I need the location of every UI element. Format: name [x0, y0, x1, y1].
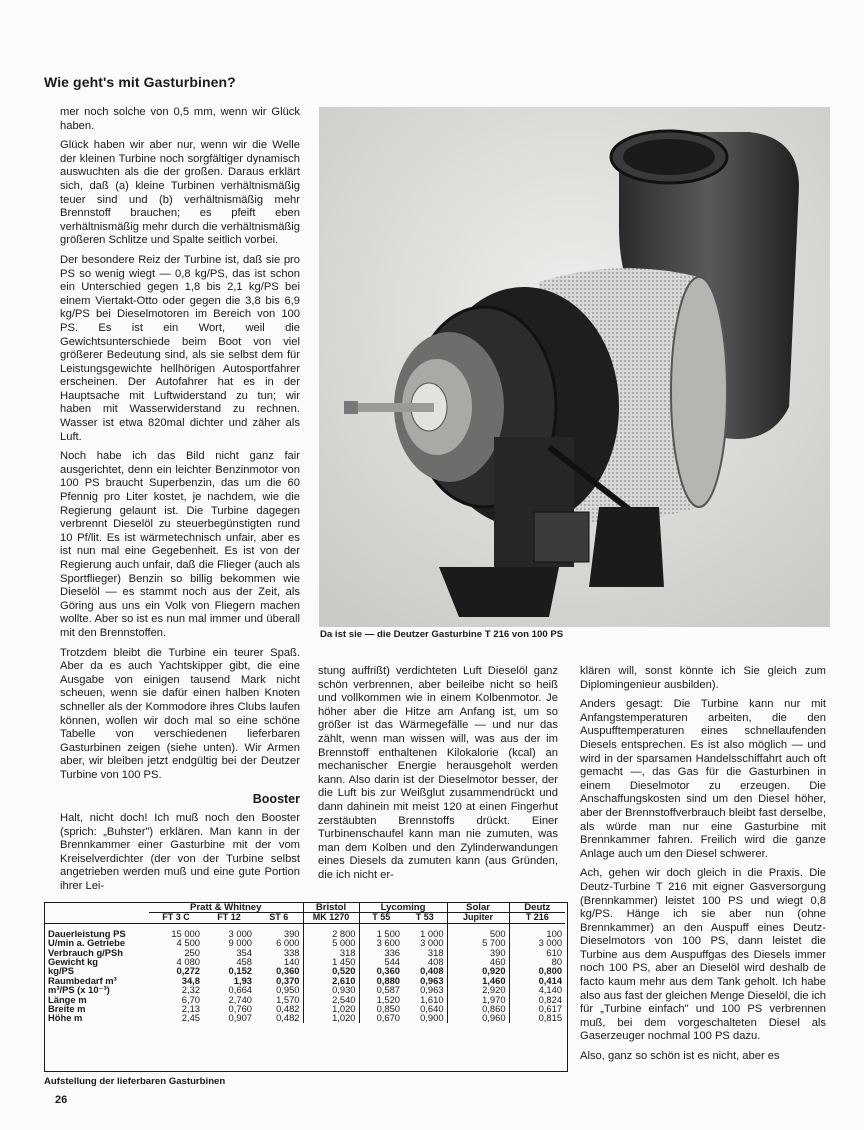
- table-cell: 0,920: [447, 966, 509, 975]
- table-cell: 2 800: [303, 929, 359, 938]
- table-row: [45, 948, 565, 957]
- table-cell: 0,960: [447, 1013, 509, 1022]
- row-label: Gewicht kg: [48, 956, 99, 968]
- table-cell: 0,860: [447, 1004, 509, 1013]
- text-column-2: [318, 665, 558, 889]
- section-heading-booster: Booster: [252, 791, 300, 806]
- table-cell: 1 450: [303, 957, 359, 966]
- table-cell: 338: [283, 946, 300, 958]
- table-cell: 2,920: [447, 985, 509, 994]
- table-cell: 0,950: [276, 984, 300, 996]
- table-cell: 460: [447, 957, 509, 966]
- table-row: [45, 1013, 565, 1022]
- table-cell: 458: [236, 956, 252, 968]
- row-label: kg/PS: [48, 965, 75, 977]
- gas-turbine-photo: [319, 107, 830, 627]
- table-cell: 2,740: [228, 993, 252, 1005]
- table-cell: 3 600: [359, 938, 403, 947]
- text-column-1: [60, 106, 300, 900]
- table-cell: 4 080: [176, 956, 200, 968]
- table-cell: 0,482: [276, 1012, 300, 1024]
- table-cell: 390: [283, 927, 300, 939]
- table-cell: 4 500: [176, 937, 200, 949]
- table-cell: 9 000: [228, 937, 252, 949]
- table-cell: 1,93: [233, 974, 252, 986]
- table-cell: 0,963: [420, 984, 444, 996]
- table-cell: 0,907: [228, 1012, 252, 1024]
- table-row: [45, 938, 565, 947]
- row-label: Höhe m: [48, 1012, 83, 1024]
- manufacturer-header: Bristol: [303, 903, 359, 913]
- table-cell: 100: [509, 929, 565, 938]
- table-cell: 0,482: [276, 1003, 300, 1015]
- figure-caption: Da ist sie — die Deutzer Gasturbine T 216 von 100 PS: [320, 629, 564, 640]
- table-cell: 0,824: [509, 995, 565, 1004]
- text-column-3: [580, 665, 826, 1070]
- table-cell: 0,670: [359, 1013, 403, 1022]
- table-cell: 2,32: [181, 984, 200, 996]
- table-cell: 0,880: [359, 976, 403, 985]
- table-cell: 6,70: [181, 993, 200, 1005]
- table-cell: 0,272: [176, 965, 200, 977]
- table-cell: 1,570: [276, 993, 300, 1005]
- model-header: T 216: [509, 913, 565, 923]
- table-cell: 4,140: [509, 985, 565, 994]
- table-cell: 1,970: [447, 995, 509, 1004]
- paragraph: Glück haben wir aber nur, wenn wir die Welle der kleinen Turbine noch sorgfältiger dynamisch auswuchten als die der großen. Daraus erklärt sich, daß (a) kleine Turbinen verhältnismäßig teuer sind und (b) verhältnismäßig mehr Brennstoff brauchen; es pfeift eben verhältnismäßig mehr durch die verhältnismäßig größeren Schlitze und Spalte seitlich vorbei.: [60, 139, 300, 247]
- table-cell: 0,850: [359, 1004, 403, 1013]
- table-cell: 1,520: [359, 995, 403, 1004]
- table-cell: 0,760: [228, 1003, 252, 1015]
- manufacturer-header: Pratt & Whitney: [149, 903, 303, 913]
- model-header: Jupiter: [447, 913, 509, 923]
- table-cell: 0,617: [509, 1004, 565, 1013]
- table-cell: 1,020: [303, 1004, 359, 1013]
- model-header: ST 6: [255, 913, 303, 923]
- row-label: Raumbedarf m³: [48, 974, 117, 986]
- paragraph: Ach, gehen wir doch gleich in die Praxis. Die Deutz-Turbine T 216 mit eigner Gasversorgung (Brennkammer) leistet 100 PS und wiegt 0,8 kg/PS. Hänge ich sie aber nun (ohne Brennkammer) an den Auspuff eines Deutz-Dieselmotors von 100 PS, dann leistet die Turbine aus dem Auspuffgas des Diesels immer noch 100 PS, aber an Dieselöl wird deshalb de facto kaum mehr aus dem Tank geholt. Ich habe also aus fast der gleichen Menge Dieselöl, die ich für „Turbine einfach" und 100 PS verbrennen muß, bei dem vorgeschalteten Diesel als Gaserzeuger nochmal 100 PS dazu.: [580, 867, 826, 1043]
- row-label: Breite m: [48, 1003, 86, 1015]
- table-cell: 544: [359, 957, 403, 966]
- model-header: MK 1270: [303, 913, 359, 923]
- spec-table: [45, 903, 565, 1023]
- table-cell: 336: [359, 948, 403, 957]
- table-cell: 500: [447, 929, 509, 938]
- manufacturer-header: Deutz: [509, 903, 565, 913]
- table-cell: 5 700: [447, 938, 509, 947]
- table-cell: 3 000: [228, 927, 252, 939]
- table-cell: 34,8: [181, 974, 200, 986]
- table-cell: 0,800: [509, 966, 565, 975]
- paragraph: klären will, sonst könnte ich Sie gleich zum Diplomingenieur ausbilden).: [580, 665, 826, 691]
- table-cell: 408: [427, 956, 444, 968]
- table-cell: 2,540: [303, 995, 359, 1004]
- table-cell: 2,13: [181, 1003, 200, 1015]
- table-cell: 1 500: [359, 929, 403, 938]
- table-cell: 5 000: [303, 938, 359, 947]
- page-number: 26: [55, 1094, 68, 1106]
- table-cell: 6 000: [276, 937, 300, 949]
- table-cell: 0,360: [276, 965, 300, 977]
- page-title: Wie geht's mit Gasturbinen?: [44, 74, 236, 90]
- paragraph: Also, ganz so schön ist es nicht, aber es: [580, 1050, 780, 1063]
- model-header: T 55: [359, 913, 403, 923]
- table-cell: 318: [303, 948, 359, 957]
- model-header: FT 3 C: [149, 913, 203, 923]
- row-label: m³/PS (x 10⁻³): [48, 984, 110, 996]
- row-label: Länge m: [48, 993, 87, 1005]
- table-cell: 0,520: [303, 966, 359, 975]
- table-cell: 0,152: [228, 965, 252, 977]
- table-cell: 0,640: [420, 1003, 444, 1015]
- table-cell: 0,963: [420, 974, 444, 986]
- table-cell: 0,815: [509, 1013, 565, 1022]
- manufacturer-header: Solar: [447, 903, 509, 913]
- table-cell: 2,610: [303, 976, 359, 985]
- table-cell: 0,900: [420, 1012, 444, 1024]
- paragraph: Trotzdem bleibt die Turbine ein teurer Spaß. Aber da es auch Yachtskipper gibt, die eine Ausgabe von einigen tausend Mark nicht scheuen, wenn sie dafür einen halben Knoten schneller als der Kommodore ihres Clubs laufen können, wollen wir doch mal so eine schöne Tabelle von verschiedenen lieferbaren Gasturbinen zeigen (siehe unten). Wir Armen aber, wir bleiben jetzt endgültig bei der Deutzer Turbine von 100 PS.: [60, 646, 300, 781]
- model-header: T 53: [403, 913, 447, 923]
- table-cell: 3 000: [420, 937, 444, 949]
- row-label: Dauerleistung PS: [48, 927, 126, 939]
- manufacturer-header: Lycoming: [359, 903, 447, 913]
- table-cell: 0,360: [359, 966, 403, 975]
- table-cell: 3 000: [509, 938, 565, 947]
- table-cell: 354: [236, 946, 252, 958]
- table-cell: 80: [509, 957, 565, 966]
- table-cell: 250: [184, 946, 200, 958]
- paragraph: mer noch solche von 0,5 mm, wenn wir Glück haben.: [60, 106, 300, 132]
- table-cell: 390: [447, 948, 509, 957]
- table-cell: 318: [427, 946, 444, 958]
- paragraph: Anders gesagt: Die Turbine kann nur mit Anfangstemperaturen arbeiten, die den Auspufftemperaturen eines schnellaufenden Diesels entsprechen. Es ist also möglich — und wird in der sparsamen Handelsschiffahrt auch oft gemacht —, das Gas für die Gasturbinen in einem Dieselmotor zu erzeugen. Die Anschaffungskosten sind um den Diesel höher, aber der Brennstoffverbrauch bleibt fast derselbe, als würde man nur eine Gasturbine mit Brennkammer fahren. Freilich wird die ganze Anlage auch um den Diesel schwerer.: [580, 698, 826, 860]
- table-cell: 610: [509, 948, 565, 957]
- table-cell: 2,45: [181, 1012, 200, 1024]
- row-label: Verbrauch g/PSh: [48, 946, 124, 958]
- table-cell: 0,664: [228, 984, 252, 996]
- row-label: U/min a. Getriebe: [48, 937, 126, 949]
- table-cell: 1,020: [303, 1013, 359, 1022]
- table-cell: 0,414: [509, 976, 565, 985]
- table-cell: 15 000: [171, 927, 200, 939]
- table-caption: Aufstellung der lieferbaren Gasturbinen: [44, 1076, 226, 1087]
- table-cell: 0,370: [276, 974, 300, 986]
- table-cell: 1,460: [447, 976, 509, 985]
- model-header: FT 12: [203, 913, 255, 923]
- paragraph: stung auffrißt) verdichteten Luft Dieselöl ganz schön verbrennen, aber beileibe nicht so heiß und vollkommen wie in einem Kolbenmotor. Je höher aber die Hitze am Anfang ist, um so größer ist das Wärmegefälle — und nur das zählt, wenn man wissen will, was aus der im Brennstoff enthaltenen Kilokalorie (kcal) an mechanischer Energie herausgeholt werden kann. Also darin ist der Dieselmotor besser, der die Luft bis zur Weißglut zusammendrückt und dann dahinein mit meist 120 at einen Fingerhut zerstäubten Brennstoffs drückt. Einer Turbinenschaufel kann man nie zumuten, was man dem Kolben und den Zylinderwandungen eines Diesels da zumuten kann (aus Gründen, die ich nicht er-: [318, 665, 558, 881]
- table-cell: 0,930: [303, 985, 359, 994]
- paragraph: Der besondere Reiz der Turbine ist, daß sie pro PS so wenig wiegt — 0,8 kg/PS, das ist schon ein Unterschied gegen 1,8 bis 2,1 kg/PS bei einem Viertakt-Otto oder gegen die 3,8 bis 6,9 kg/PS bei Dieselmotoren im Bereich von 100 PS. Es ist ein Wort, weil die Gewichtsunterschiede beim Boot von viel größerer Bedeutung sind, als sie selbst dem für Leistungsgewichte hellhörigen Autosportfahrer erscheinen. Der Autofahrer hat es in der Hauptsache mit Luftwiderstand zu tun; wir haben mit Wasserwiderstand zu rechnen. Wasser ist etwa 820mal dichter und zäher als Luft.: [60, 253, 300, 443]
- gas-turbine-spec-table: [44, 902, 568, 1072]
- table-cell: 1,610: [420, 993, 444, 1005]
- table-cell: 1 000: [420, 927, 444, 939]
- paragraph: Noch habe ich das Bild nicht ganz fair ausgerichtet, denn ein leichter Benzinmotor von 100 PS braucht Superbenzin, das um die 60 Pfennig pro Liter kostet, je nachdem, wie die Regierung gelaunt ist. Die Turbine dagegen verbrennt Dieselöl zu steuerbegünstigten rund 10 Pf/lit. Es ist wärmetechnisch unfair, aber es ist nun mal eine Gegebenheit. Es ist von der Regierung auch unfair, daß die Flieger (auch als Sportflieger) Benzin so billig bekommen wie Dieselöl — es stammt noch aus der Zeit, als Göring aus uns ein Volk von Fliegern machen wollte. Aber so ist es nun mal immer und überall mit den Brennstoffen.: [60, 450, 300, 639]
- table-cell: 0,587: [359, 985, 403, 994]
- table-cell: 0,408: [420, 965, 444, 977]
- paragraph: Halt, nicht doch! Ich muß noch den Booster (sprich: „Buhster") erklären. Man kann in der Brennkammer einer Gasturbine mit der vom Kreiselverdichter (der von der Turbine selbst angetrieben werden muß und eine gute Portion ihrer Lei-: [60, 812, 300, 893]
- table-cell: 140: [283, 956, 300, 968]
